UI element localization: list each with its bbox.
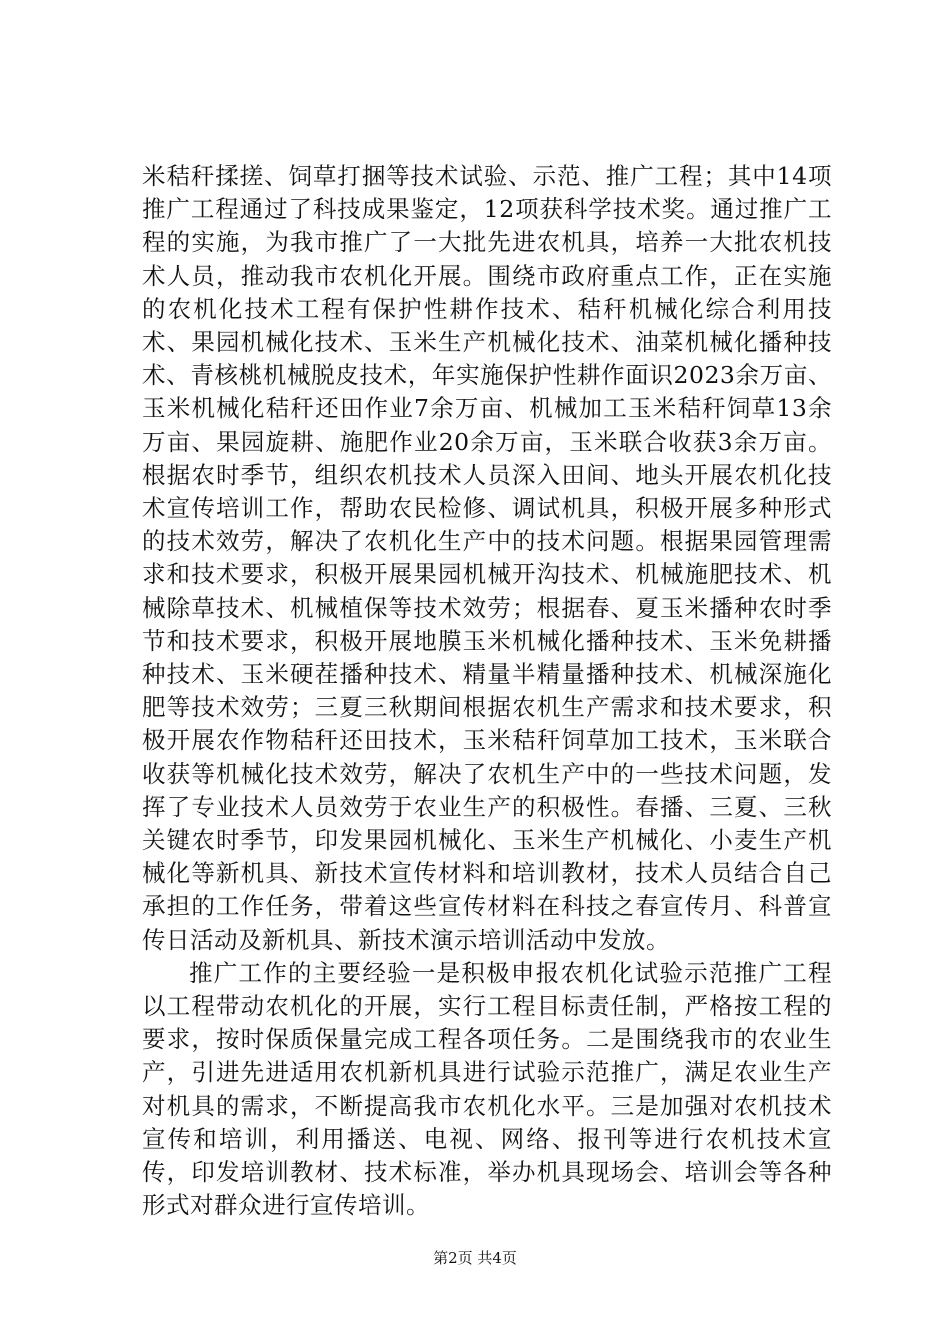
page-footer: 第2页 共4页 <box>433 1249 517 1267</box>
paragraph-experience: 推广工作的主要经验一是积极申报农机化试验示范推广工程以工程带动农机化的开展，实行工程目标责任制，严格按工程的要求，按时保质保量完成工程各项任务。二是围绕我市的农业生产，引进先进适用农机新机具进行试验示范推广，满足农业生产对机具的需求，不断提高我市农机化水平。三是加强对农机技术宣传和培训，利用播送、电视、网络、报刊等进行农机技术宣传，印发培训教材、技术标准，举办机具现场会、培训会等各种形式对群众进行宣传培训。 <box>142 958 832 1220</box>
document-body <box>142 160 832 1223</box>
paragraph-continued: 米秸秆揉搓、饲草打捆等技术试验、示范、推广工程；其中14项推广工程通过了科技成果鉴定，12项获科学技术奖。通过推广工程的实施，为我市推广了一大批先进农机具，培养一大批农机技术人员，推动我市农机化开展。围绕市政府重点工作，正在实施的农机化技术工程有保护性耕作技术、秸秆机械化综合利用技术、果园机械化技术、玉米生产机械化技术、油菜机械化播种技术、青核桃机械脱皮技术，年实施保护性耕作面识2023余万亩、玉米机械化秸秆还田作业7余万亩、机械加工玉米秸秆饲草13余万亩、果园旋耕、施肥作业20余万亩，玉米联合收获3余万亩。根据农时季节，组织农机技术人员深入田间、地头开展农机化技术宣传培训工作，帮助农民检修、调试机具，积极开展多种形式的技术效劳，解决了农机化生产中的技术问题。根据果园管理需求和技术要求，积极开展果园机械开沟技术、机械施肥技术、机械除草技术、机械植保等技术效劳；根据春、夏玉米播种农时季节和技术要求，积极开展地膜玉米机械化播种技术、玉米免耕播种技术、玉米硬茬播种技术、精量半精量播种技术、机械深施化肥等技术效劳；三夏三秋期间根据农机生产需求和技术要求，积极开展农作物秸秆还田技术，玉米秸秆饲草加工技术，玉米联合收获等机械化技术效劳，解决了农机生产中的一些技术问题，发挥了专业技术人员效劳于农业生产的积极性。春播、三夏、三秋关键农时季节，印发果园机械化、玉米生产机械化、小麦生产机械化等新机具、新技术宣传材料和培训教材，技术人员结合自己承担的工作任务，带着这些宣传材料在科技之春宣传月、科普宣传日活动及新机具、新技术演示培训活动中发放。 <box>142 162 832 954</box>
